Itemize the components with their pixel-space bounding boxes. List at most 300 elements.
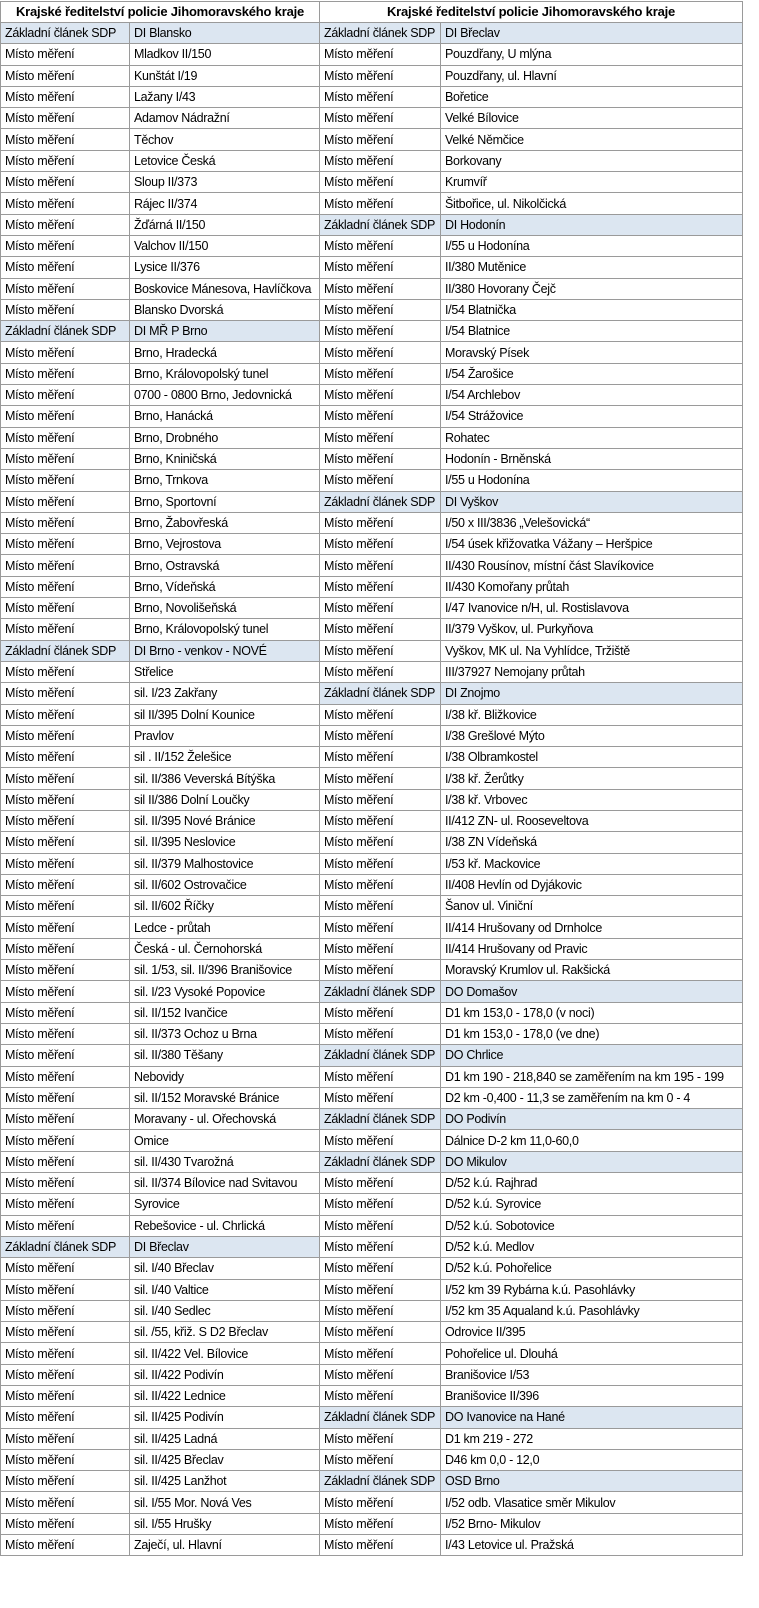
right-place-cell: Bořetice — [441, 86, 743, 107]
right-place-cell: II/380 Mutěnice — [441, 257, 743, 278]
table-row — [1, 853, 743, 874]
left-place-cell: sil. II/373 Ochoz u Brna — [130, 1023, 320, 1044]
table-row — [1, 576, 743, 597]
left-place-cell: Lažany I/43 — [130, 86, 320, 107]
right-unit-name: DI Znojmo — [441, 683, 743, 704]
left-place-cell: sil. I/40 Břeclav — [130, 1258, 320, 1279]
right-type-cell: Místo měření — [320, 896, 441, 917]
right-type-cell: Místo měření — [320, 853, 441, 874]
left-type-cell: Místo měření — [1, 278, 130, 299]
right-place-cell: D1 km 190 - 218,840 se zaměřením na km 195 - 199 — [441, 1066, 743, 1087]
left-type-cell: Místo měření — [1, 299, 130, 320]
table-row — [1, 385, 743, 406]
left-place-cell: sil. II/152 Moravské Bránice — [130, 1087, 320, 1108]
right-type-cell: Místo měření — [320, 1343, 441, 1364]
right-type-cell: Místo měření — [320, 65, 441, 86]
table-row — [1, 1130, 743, 1151]
left-place-cell: Boskovice Mánesova, Havlíčkova — [130, 278, 320, 299]
left-place-cell: Brno, Královopolský tunel — [130, 363, 320, 384]
left-type-cell: Místo měření — [1, 406, 130, 427]
right-type-cell: Místo měření — [320, 1322, 441, 1343]
left-type-cell: Místo měření — [1, 363, 130, 384]
left-type-cell: Místo měření — [1, 981, 130, 1002]
left-place-cell: sil. II/422 Lednice — [130, 1386, 320, 1407]
right-type-cell: Místo měření — [320, 512, 441, 533]
right-type-cell: Místo měření — [320, 619, 441, 640]
table-row — [1, 683, 743, 704]
left-place-cell: Těchov — [130, 129, 320, 150]
table-row — [1, 1471, 743, 1492]
table-row — [1, 640, 743, 661]
left-place-cell: sil. I/23 Vysoké Popovice — [130, 981, 320, 1002]
table-body — [1, 23, 743, 1556]
left-type-cell: Místo měření — [1, 1215, 130, 1236]
right-place-cell: I/52 km 35 Aqualand k.ú. Pasohlávky — [441, 1300, 743, 1321]
left-place-cell: sil. II/425 Podivín — [130, 1407, 320, 1428]
right-type-cell: Místo měření — [320, 1002, 441, 1023]
table-row — [1, 981, 743, 1002]
left-type-cell: Místo měření — [1, 725, 130, 746]
right-place-cell: I/50 x III/3836 „Velešovická“ — [441, 512, 743, 533]
right-type-cell: Místo měření — [320, 150, 441, 171]
left-type-cell: Místo měření — [1, 938, 130, 959]
right-unit-label: Základní článek SDP — [320, 981, 441, 1002]
left-place-cell: sil II/386 Dolní Loučky — [130, 789, 320, 810]
right-place-cell: I/55 u Hodonína — [441, 470, 743, 491]
left-type-cell: Místo měření — [1, 1322, 130, 1343]
right-type-cell: Místo měření — [320, 44, 441, 65]
right-place-cell: Pouzdřany, ul. Hlavní — [441, 65, 743, 86]
table-row — [1, 150, 743, 171]
table-row — [1, 1407, 743, 1428]
table-row — [1, 555, 743, 576]
left-place-cell: sil. I/40 Sedlec — [130, 1300, 320, 1321]
right-type-cell: Místo měření — [320, 1087, 441, 1108]
right-type-cell: Místo měření — [320, 1364, 441, 1385]
measurement-places-table — [0, 1, 743, 1556]
right-place-cell: Branišovice II/396 — [441, 1386, 743, 1407]
right-place-cell: Branišovice I/53 — [441, 1364, 743, 1385]
left-type-cell: Místo měření — [1, 661, 130, 682]
left-type-cell: Místo měření — [1, 534, 130, 555]
left-unit-name: DI Břeclav — [130, 1236, 320, 1257]
table-row — [1, 1300, 743, 1321]
left-place-cell: Letovice Česká — [130, 150, 320, 171]
left-place-cell: sil. II/422 Vel. Bílovice — [130, 1343, 320, 1364]
left-type-cell: Místo měření — [1, 1279, 130, 1300]
right-unit-name: DI Břeclav — [441, 23, 743, 44]
right-place-cell: D1 km 153,0 - 178,0 (v noci) — [441, 1002, 743, 1023]
right-type-cell: Místo měření — [320, 917, 441, 938]
left-type-cell: Místo měření — [1, 1471, 130, 1492]
right-place-cell: II/379 Vyškov, ul. Purkyňova — [441, 619, 743, 640]
right-place-cell: I/38 kř. Bližkovice — [441, 704, 743, 725]
table-row — [1, 1535, 743, 1556]
table-row — [1, 44, 743, 65]
left-type-cell: Místo měření — [1, 1364, 130, 1385]
right-type-cell: Místo měření — [320, 321, 441, 342]
right-place-cell: Šanov ul. Viniční — [441, 896, 743, 917]
left-place-cell: Česká - ul. Černohorská — [130, 938, 320, 959]
right-unit-label: Základní článek SDP — [320, 1407, 441, 1428]
right-place-cell: I/52 odb. Vlasatice směr Mikulov — [441, 1492, 743, 1513]
left-type-cell: Místo měření — [1, 1087, 130, 1108]
right-place-cell: D/52 k.ú. Rajhrad — [441, 1173, 743, 1194]
left-place-cell: sil. II/152 Ivančice — [130, 1002, 320, 1023]
table-row — [1, 65, 743, 86]
left-type-cell: Místo měření — [1, 598, 130, 619]
left-place-cell: Sloup II/373 — [130, 172, 320, 193]
table-row — [1, 512, 743, 533]
right-place-cell: II/412 ZN- ul. Rooseveltova — [441, 810, 743, 831]
right-place-cell: Šitbořice, ul. Nikolčická — [441, 193, 743, 214]
right-type-cell: Místo měření — [320, 874, 441, 895]
right-type-cell: Místo měření — [320, 704, 441, 725]
left-type-cell: Místo měření — [1, 1535, 130, 1556]
left-place-cell: sil. I/23 Zakřany — [130, 683, 320, 704]
right-type-cell: Místo měření — [320, 1258, 441, 1279]
left-place-cell: sil. II/380 Těšany — [130, 1045, 320, 1066]
right-place-cell: I/54 Blatnice — [441, 321, 743, 342]
left-unit-name: DI Brno - venkov - NOVÉ — [130, 640, 320, 661]
right-place-cell: Pouzdřany, U mlýna — [441, 44, 743, 65]
left-place-cell: Rebešovice - ul. Chrlická — [130, 1215, 320, 1236]
right-type-cell: Místo měření — [320, 406, 441, 427]
left-type-cell: Místo měření — [1, 1130, 130, 1151]
right-type-cell: Místo měření — [320, 1130, 441, 1151]
right-unit-name: DI Vyškov — [441, 491, 743, 512]
right-type-cell: Místo měření — [320, 1236, 441, 1257]
right-place-cell: D2 km -0,400 - 11,3 se zaměřením na km 0 - 4 — [441, 1087, 743, 1108]
left-place-cell: Brno, Ostravská — [130, 555, 320, 576]
table-row — [1, 214, 743, 235]
right-type-cell: Místo měření — [320, 1535, 441, 1556]
right-unit-name: DO Domašov — [441, 981, 743, 1002]
table-row — [1, 193, 743, 214]
table-row — [1, 1364, 743, 1385]
table-row — [1, 1045, 743, 1066]
right-type-cell: Místo měření — [320, 725, 441, 746]
left-place-cell: Brno, Novolišeňská — [130, 598, 320, 619]
right-type-cell: Místo měření — [320, 1449, 441, 1470]
table-row — [1, 427, 743, 448]
left-type-cell: Místo měření — [1, 1151, 130, 1172]
left-type-cell: Místo měření — [1, 555, 130, 576]
right-place-cell: D1 km 153,0 - 178,0 (ve dne) — [441, 1023, 743, 1044]
table-row — [1, 619, 743, 640]
right-type-cell: Místo měření — [320, 1194, 441, 1215]
left-place-cell: sil. I/55 Mor. Nová Ves — [130, 1492, 320, 1513]
right-place-cell: II/408 Hevlín od Dyjákovic — [441, 874, 743, 895]
left-type-cell: Místo měření — [1, 1449, 130, 1470]
right-type-cell: Místo měření — [320, 427, 441, 448]
left-type-cell: Místo měření — [1, 448, 130, 469]
right-unit-label: Základní článek SDP — [320, 683, 441, 704]
table-row — [1, 1023, 743, 1044]
table-row — [1, 1343, 743, 1364]
left-place-cell: Brno, Kniničská — [130, 448, 320, 469]
right-place-cell: II/430 Komořany průtah — [441, 576, 743, 597]
right-place-cell: I/52 km 39 Rybárna k.ú. Pasohlávky — [441, 1279, 743, 1300]
left-type-cell: Místo měření — [1, 1407, 130, 1428]
right-place-cell: Vyškov, MK ul. Na Vyhlídce, Tržiště — [441, 640, 743, 661]
left-type-cell: Místo měření — [1, 874, 130, 895]
right-place-cell: I/55 u Hodonína — [441, 235, 743, 256]
left-type-cell: Místo měření — [1, 491, 130, 512]
table-row — [1, 108, 743, 129]
right-type-cell: Místo měření — [320, 768, 441, 789]
left-type-cell: Místo měření — [1, 789, 130, 810]
left-type-cell: Místo měření — [1, 1258, 130, 1279]
left-place-cell: Pravlov — [130, 725, 320, 746]
right-place-cell: I/54 Žarošice — [441, 363, 743, 384]
left-type-cell: Místo měření — [1, 129, 130, 150]
right-place-cell: I/52 Brno- Mikulov — [441, 1513, 743, 1534]
right-type-cell: Místo měření — [320, 661, 441, 682]
left-type-cell: Místo měření — [1, 342, 130, 363]
left-place-cell: Rájec II/374 — [130, 193, 320, 214]
right-place-cell: Odrovice II/395 — [441, 1322, 743, 1343]
right-unit-label: Základní článek SDP — [320, 1109, 441, 1130]
table-row — [1, 1173, 743, 1194]
left-unit-name: DI MŘ P Brno — [130, 321, 320, 342]
right-place-cell: Velké Němčice — [441, 129, 743, 150]
table-row — [1, 1087, 743, 1108]
left-place-cell: sil. II/395 Nové Bránice — [130, 810, 320, 831]
left-place-cell: sil. II/430 Tvarožná — [130, 1151, 320, 1172]
left-place-cell: Valchov II/150 — [130, 235, 320, 256]
right-type-cell: Místo měření — [320, 342, 441, 363]
right-type-cell: Místo měření — [320, 1066, 441, 1087]
table-row — [1, 1109, 743, 1130]
right-place-cell: D/52 k.ú. Pohořelice — [441, 1258, 743, 1279]
right-type-cell: Místo měření — [320, 172, 441, 193]
left-place-cell: Lysice II/376 — [130, 257, 320, 278]
right-place-cell: D/52 k.ú. Syrovice — [441, 1194, 743, 1215]
left-type-cell: Místo měření — [1, 44, 130, 65]
right-type-cell: Místo měření — [320, 257, 441, 278]
right-unit-label: Základní článek SDP — [320, 1471, 441, 1492]
header-right: Krajské ředitelství policie Jihomoravského kraje — [320, 2, 743, 23]
right-type-cell: Místo měření — [320, 278, 441, 299]
table-row — [1, 23, 743, 44]
table-row — [1, 278, 743, 299]
right-place-cell: D/52 k.ú. Medlov — [441, 1236, 743, 1257]
left-type-cell: Místo měření — [1, 512, 130, 533]
table-row — [1, 342, 743, 363]
right-type-cell: Místo měření — [320, 86, 441, 107]
table-row — [1, 747, 743, 768]
right-place-cell: I/38 ZN Vídeňská — [441, 832, 743, 853]
left-unit-label: Základní článek SDP — [1, 1236, 130, 1257]
right-place-cell: I/47 Ivanovice n/H, ul. Rostislavova — [441, 598, 743, 619]
right-place-cell: Hodonín - Brněnská — [441, 448, 743, 469]
left-type-cell: Místo měření — [1, 65, 130, 86]
right-place-cell: Moravský Písek — [441, 342, 743, 363]
table-row — [1, 810, 743, 831]
right-place-cell: Borkovany — [441, 150, 743, 171]
left-type-cell: Místo měření — [1, 683, 130, 704]
left-type-cell: Místo měření — [1, 86, 130, 107]
left-place-cell: Brno, Královopolský tunel — [130, 619, 320, 640]
right-type-cell: Místo měření — [320, 810, 441, 831]
right-place-cell: II/380 Hovorany Čejč — [441, 278, 743, 299]
right-place-cell: I/38 kř. Žerůtky — [441, 768, 743, 789]
right-place-cell: Moravský Krumlov ul. Rakšická — [441, 960, 743, 981]
left-type-cell: Místo měření — [1, 896, 130, 917]
left-place-cell: Nebovidy — [130, 1066, 320, 1087]
table-row — [1, 661, 743, 682]
table-row — [1, 86, 743, 107]
table-row — [1, 534, 743, 555]
right-type-cell: Místo měření — [320, 1173, 441, 1194]
table-row — [1, 704, 743, 725]
table-row — [1, 1066, 743, 1087]
table-row — [1, 960, 743, 981]
table-row — [1, 363, 743, 384]
right-type-cell: Místo měření — [320, 1386, 441, 1407]
table-row — [1, 1513, 743, 1534]
right-unit-label: Základní článek SDP — [320, 23, 441, 44]
right-type-cell: Místo měření — [320, 470, 441, 491]
right-type-cell: Místo měření — [320, 1279, 441, 1300]
left-type-cell: Místo měření — [1, 1066, 130, 1087]
table-row — [1, 874, 743, 895]
left-place-cell: Brno, Hradecká — [130, 342, 320, 363]
left-place-cell: sil. II/602 Ostrovačice — [130, 874, 320, 895]
table-row — [1, 917, 743, 938]
left-type-cell: Místo měření — [1, 1002, 130, 1023]
left-type-cell: Místo měření — [1, 1386, 130, 1407]
left-place-cell: sil. /55, křiž. S D2 Břeclav — [130, 1322, 320, 1343]
table-row — [1, 1194, 743, 1215]
right-unit-name: OSD Brno — [441, 1471, 743, 1492]
right-place-cell: I/54 Strážovice — [441, 406, 743, 427]
left-unit-label: Základní článek SDP — [1, 23, 130, 44]
right-unit-name: DI Hodonín — [441, 214, 743, 235]
table-row — [1, 1428, 743, 1449]
left-unit-name: DI Blansko — [130, 23, 320, 44]
right-type-cell: Místo měření — [320, 598, 441, 619]
right-place-cell: D46 km 0,0 - 12,0 — [441, 1449, 743, 1470]
left-place-cell: Brno, Trnkova — [130, 470, 320, 491]
right-place-cell: Rohatec — [441, 427, 743, 448]
left-place-cell: Žďárná II/150 — [130, 214, 320, 235]
left-place-cell: sil. II/395 Neslovice — [130, 832, 320, 853]
left-place-cell: Brno, Vídeňská — [130, 576, 320, 597]
right-place-cell: I/38 Olbramkostel — [441, 747, 743, 768]
left-type-cell: Místo měření — [1, 704, 130, 725]
table-row — [1, 129, 743, 150]
left-place-cell: 0700 - 0800 Brno, Jedovnická — [130, 385, 320, 406]
left-type-cell: Místo měření — [1, 1045, 130, 1066]
left-place-cell: sil. 1/53, sil. II/396 Branišovice — [130, 960, 320, 981]
left-place-cell: Mladkov II/150 — [130, 44, 320, 65]
header-left: Krajské ředitelství policie Jihomoravského kraje — [1, 2, 320, 23]
left-place-cell: Moravany - ul. Ořechovská — [130, 1109, 320, 1130]
left-type-cell: Místo měření — [1, 1428, 130, 1449]
table-row — [1, 491, 743, 512]
left-type-cell: Místo měření — [1, 214, 130, 235]
left-type-cell: Místo měření — [1, 108, 130, 129]
left-place-cell: Zaječí, ul. Hlavní — [130, 1535, 320, 1556]
left-type-cell: Místo měření — [1, 150, 130, 171]
right-place-cell: I/43 Letovice ul. Pražská — [441, 1535, 743, 1556]
right-place-cell: I/54 Archlebov — [441, 385, 743, 406]
right-type-cell: Místo měření — [320, 1023, 441, 1044]
table-row — [1, 172, 743, 193]
right-type-cell: Místo měření — [320, 960, 441, 981]
right-type-cell: Místo měření — [320, 747, 441, 768]
table-row — [1, 470, 743, 491]
right-type-cell: Místo měření — [320, 832, 441, 853]
right-unit-label: Základní článek SDP — [320, 1045, 441, 1066]
table-row — [1, 1386, 743, 1407]
table-row — [1, 768, 743, 789]
left-place-cell: sil. II/422 Podivín — [130, 1364, 320, 1385]
left-type-cell: Místo měření — [1, 172, 130, 193]
right-type-cell: Místo měření — [320, 789, 441, 810]
left-type-cell: Místo měření — [1, 385, 130, 406]
left-unit-label: Základní článek SDP — [1, 321, 130, 342]
right-place-cell: II/414 Hrušovany od Drnholce — [441, 917, 743, 938]
right-type-cell: Místo měření — [320, 108, 441, 129]
right-place-cell: Velké Bílovice — [441, 108, 743, 129]
right-place-cell: I/54 Blatnička — [441, 299, 743, 320]
left-type-cell: Místo měření — [1, 747, 130, 768]
left-type-cell: Místo měření — [1, 1492, 130, 1513]
table-row — [1, 406, 743, 427]
right-type-cell: Místo měření — [320, 448, 441, 469]
right-unit-name: DO Ivanovice na Hané — [441, 1407, 743, 1428]
left-place-cell: sil. II/602 Říčky — [130, 896, 320, 917]
left-type-cell: Místo měření — [1, 1173, 130, 1194]
left-place-cell: sil. I/55 Hrušky — [130, 1513, 320, 1534]
left-type-cell: Místo měření — [1, 853, 130, 874]
right-place-cell: Krumvíř — [441, 172, 743, 193]
left-type-cell: Místo měření — [1, 1513, 130, 1534]
right-place-cell: D/52 k.ú. Sobotovice — [441, 1215, 743, 1236]
right-place-cell: D1 km 219 - 272 — [441, 1428, 743, 1449]
right-place-cell: I/38 Grešlové Mýto — [441, 725, 743, 746]
left-place-cell: Brno, Hanácká — [130, 406, 320, 427]
left-type-cell: Místo měření — [1, 427, 130, 448]
left-place-cell: sil. II/386 Veverská Bítýška — [130, 768, 320, 789]
table-row — [1, 1322, 743, 1343]
right-place-cell: I/54 úsek křižovatka Vážany – Heršpice — [441, 534, 743, 555]
table-row — [1, 789, 743, 810]
table-row — [1, 1279, 743, 1300]
right-type-cell: Místo měření — [320, 363, 441, 384]
left-place-cell: Adamov Nádražní — [130, 108, 320, 129]
table-row — [1, 321, 743, 342]
left-type-cell: Místo měření — [1, 960, 130, 981]
left-place-cell: Blansko Dvorská — [130, 299, 320, 320]
left-place-cell: Ledce - průtah — [130, 917, 320, 938]
right-type-cell: Místo měření — [320, 640, 441, 661]
table-row — [1, 725, 743, 746]
right-place-cell: II/430 Rousínov, místní část Slavíkovice — [441, 555, 743, 576]
right-type-cell: Místo měření — [320, 1513, 441, 1534]
left-place-cell: Střelice — [130, 661, 320, 682]
table-header-row — [1, 2, 743, 23]
table-row — [1, 1002, 743, 1023]
left-place-cell: Brno, Vejrostova — [130, 534, 320, 555]
left-type-cell: Místo měření — [1, 470, 130, 491]
right-type-cell: Místo měření — [320, 299, 441, 320]
table-row — [1, 1258, 743, 1279]
right-type-cell: Místo měření — [320, 1300, 441, 1321]
